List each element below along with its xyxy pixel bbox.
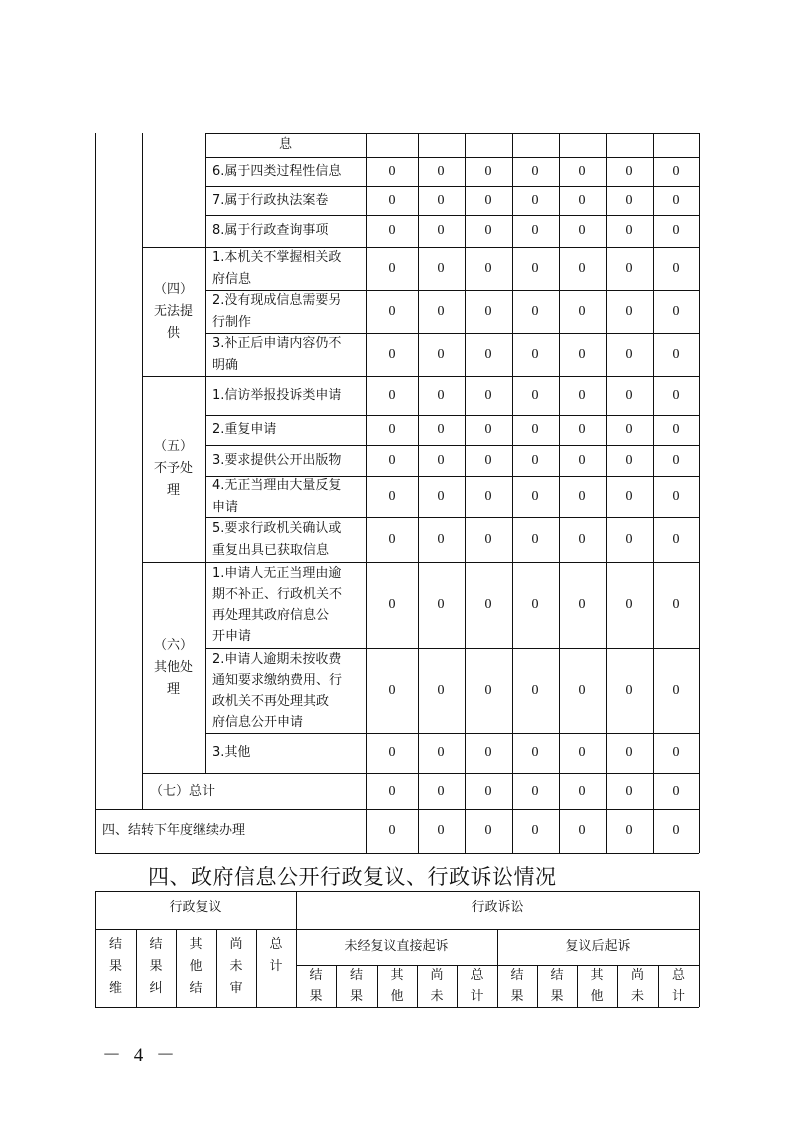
cell-value: 0	[531, 597, 539, 612]
cell-value: 0	[388, 452, 396, 468]
review-column-label: 尚	[229, 937, 243, 952]
review-column-label: 其	[189, 937, 203, 952]
group-label: 其他处	[153, 659, 193, 675]
cell-value: 0	[388, 387, 396, 403]
litigation-column-label: 未	[430, 989, 444, 1004]
carry-value: 0	[672, 823, 680, 838]
row-label: 通知要求缴纳费用、行	[212, 672, 343, 688]
cell-value: 0	[388, 422, 396, 437]
cell-value: 0	[625, 745, 633, 760]
litigation-column-label: 总	[671, 968, 685, 983]
cell-value: 0	[578, 597, 586, 612]
row-label: 申请	[212, 499, 239, 515]
litigation-column-label: 他	[390, 989, 404, 1004]
total-value: 0	[531, 784, 539, 799]
cell-value: 0	[388, 597, 396, 612]
cell-value: 0	[437, 387, 445, 403]
cell-value: 0	[531, 531, 539, 547]
section-heading: 四、政府信息公开行政复议、行政诉讼情况	[148, 865, 557, 889]
cell-value: 0	[531, 387, 539, 403]
carry-label: 四、结转下年度继续办理	[102, 823, 246, 838]
cell-value: 0	[437, 192, 445, 208]
review-column-label: 维	[108, 981, 122, 996]
row-label: 3.其他	[212, 745, 251, 760]
cell-value: 0	[625, 387, 633, 403]
row-label: 3.要求提供公开出版物	[212, 452, 342, 468]
litigation-column-label: 果	[349, 989, 363, 1004]
review-column-label: 果	[149, 959, 163, 974]
post-review-suit-header: 复议后起诉	[565, 939, 631, 954]
grid-line	[95, 891, 699, 892]
cell-value: 0	[437, 531, 445, 547]
cell-value: 0	[388, 303, 396, 319]
litigation-column-label: 果	[550, 989, 564, 1004]
litigation-column-label: 计	[671, 989, 685, 1004]
cell-value: 0	[484, 422, 492, 437]
row-label: 2.申请人逾期未按收费	[212, 651, 342, 667]
review-column-label: 结	[149, 937, 163, 952]
cell-value: 0	[388, 192, 396, 208]
cell-value: 0	[388, 488, 396, 504]
carry-value: 0	[437, 823, 445, 838]
litigation-column-label: 总	[470, 968, 484, 983]
cell-value: 0	[578, 531, 586, 547]
cell-value: 0	[437, 597, 445, 612]
cell-value: 0	[672, 452, 680, 468]
cell-value: 0	[625, 488, 633, 504]
group-label: （六）	[153, 637, 193, 653]
cell-value: 0	[578, 387, 586, 403]
cell-value: 0	[672, 346, 680, 362]
row-label: 7.属于行政执法案卷	[212, 192, 329, 208]
cell-value: 0	[437, 682, 445, 698]
total-value: 0	[625, 784, 633, 799]
cell-value: 0	[531, 682, 539, 698]
row-label: 重复出具已获取信息	[212, 542, 330, 558]
cell-value: 0	[531, 303, 539, 319]
cell-value: 0	[672, 422, 680, 437]
cell-value: 0	[578, 303, 586, 319]
cell-value: 0	[672, 387, 680, 403]
cell-value: 0	[578, 682, 586, 698]
cell-value: 0	[388, 223, 396, 238]
litigation-column-label: 尚	[630, 968, 644, 983]
cell-value: 0	[484, 745, 492, 760]
cell-value: 0	[625, 192, 633, 208]
row-label: 行制作	[212, 314, 252, 330]
litigation-column-label: 尚	[430, 968, 444, 983]
litigation-column-label: 结	[349, 968, 363, 983]
row-label: 8.属于行政查询事项	[212, 223, 329, 238]
total-label: （七）总计	[150, 784, 216, 799]
review-column-label: 果	[108, 959, 122, 974]
cell-value: 0	[578, 163, 586, 179]
cell-value: 0	[672, 488, 680, 504]
total-value: 0	[437, 784, 445, 799]
cell-value: 0	[484, 452, 492, 468]
cell-value: 0	[388, 745, 396, 760]
cell-value: 0	[625, 223, 633, 238]
litigation-column-label: 其	[390, 968, 404, 983]
litigation-column-label: 果	[309, 989, 323, 1004]
cell-value: 0	[531, 260, 539, 276]
group-label: （五）	[153, 439, 193, 454]
row-label: 府信息公开申请	[212, 714, 304, 730]
cell-value: 0	[578, 346, 586, 362]
litigation-column-label: 其	[590, 968, 604, 983]
group-label: 供	[166, 325, 180, 341]
cell-value: 0	[625, 346, 633, 362]
row-label: 5.要求行政机关确认或	[212, 520, 342, 536]
row-label: 1.信访举报投诉类申请	[212, 387, 342, 403]
litigation-column-label: 结	[550, 968, 564, 983]
litigation-column-label: 结	[510, 968, 524, 983]
cell-value: 0	[388, 346, 396, 362]
cell-value: 0	[484, 223, 492, 238]
cell-value: 0	[484, 303, 492, 319]
litigation-column-label: 他	[590, 989, 604, 1004]
cell-value: 0	[531, 346, 539, 362]
cell-value: 0	[437, 303, 445, 319]
cell-value: 0	[484, 387, 492, 403]
cell-value: 0	[437, 346, 445, 362]
row-label: 2.没有现成信息需要另	[212, 292, 342, 308]
cell-value: 0	[437, 745, 445, 760]
row-label: 明确	[212, 357, 239, 373]
row-label: 1.本机关不掌握相关政	[212, 249, 342, 265]
cell-value: 0	[672, 597, 680, 612]
cell-value: 0	[578, 745, 586, 760]
grid-line	[699, 891, 700, 1007]
cell-value: 0	[484, 682, 492, 698]
cell-value: 0	[437, 260, 445, 276]
cell-value: 0	[625, 260, 633, 276]
cell-value: 0	[672, 531, 680, 547]
row-label: 4.无正当理由大量反复	[212, 477, 342, 493]
review-column-label: 他	[189, 959, 203, 974]
group-label: （四）	[153, 281, 193, 297]
row-label: 府信息	[212, 271, 252, 287]
litigation-column-label: 结	[309, 968, 323, 983]
cell-value: 0	[672, 192, 680, 208]
cell-value: 0	[484, 346, 492, 362]
row-label: 3.补正后申请内容仍不	[212, 335, 342, 351]
carry-value: 0	[388, 823, 396, 838]
cell-value: 0	[531, 192, 539, 208]
review-column-label: 纠	[149, 981, 163, 996]
carry-value: 0	[531, 823, 539, 838]
cell-value: 0	[484, 597, 492, 612]
cell-value: 0	[672, 223, 680, 238]
cell-value: 0	[437, 452, 445, 468]
review-column-label: 结	[108, 937, 122, 952]
litigation-column-label: 计	[470, 989, 484, 1004]
cell-value: 0	[484, 163, 492, 179]
row-label: 政机关不再处理其政	[212, 693, 330, 709]
cell-value: 0	[672, 163, 680, 179]
cell-value: 0	[578, 260, 586, 276]
cell-value: 0	[578, 422, 586, 437]
cell-value: 0	[484, 488, 492, 504]
cell-value: 0	[672, 682, 680, 698]
cell-value: 0	[578, 192, 586, 208]
cell-value: 0	[672, 745, 680, 760]
litigation-header: 行政诉讼	[471, 900, 524, 915]
row-label: 6.属于四类过程性信息	[212, 163, 342, 179]
grid-line	[95, 1007, 699, 1008]
grid-line	[95, 929, 699, 930]
review-column-label: 结	[189, 981, 203, 996]
cell-value: 0	[388, 531, 396, 547]
cell-value: 0	[388, 163, 396, 179]
cell-value: 0	[672, 260, 680, 276]
cell-value: 0	[531, 163, 539, 179]
review-column-label: 未	[229, 959, 243, 974]
row-label: 息	[278, 137, 292, 152]
cell-value: 0	[437, 163, 445, 179]
total-value: 0	[388, 784, 396, 799]
group-label: 不予处	[153, 461, 193, 476]
cell-value: 0	[437, 488, 445, 504]
row-label: 再处理其政府信息公	[212, 608, 330, 623]
cell-value: 0	[672, 303, 680, 319]
cell-value: 0	[388, 260, 396, 276]
carry-value: 0	[484, 823, 492, 838]
row-label: 期不补正、行政机关不	[212, 587, 343, 602]
cell-value: 0	[531, 488, 539, 504]
cell-value: 0	[578, 452, 586, 468]
row-label: 1.申请人无正当理由逾	[212, 566, 342, 581]
cell-value: 0	[484, 260, 492, 276]
row-label: 开申请	[212, 629, 252, 644]
cell-value: 0	[625, 422, 633, 437]
cell-value: 0	[625, 303, 633, 319]
total-value: 0	[484, 784, 492, 799]
page-number: － 4 －	[102, 1045, 180, 1066]
direct-suit-header: 未经复议直接起诉	[344, 939, 449, 954]
cell-value: 0	[578, 223, 586, 238]
group-label: 理	[166, 681, 180, 697]
litigation-column-label: 果	[510, 989, 524, 1004]
carry-value: 0	[578, 823, 586, 838]
cell-value: 0	[437, 223, 445, 238]
review-column-label: 审	[229, 981, 243, 996]
total-value: 0	[672, 784, 680, 799]
cell-value: 0	[531, 422, 539, 437]
group-label: 无法提	[153, 303, 193, 319]
cell-value: 0	[388, 682, 396, 698]
review-column-label: 总	[269, 937, 283, 952]
cell-value: 0	[625, 531, 633, 547]
group-label: 理	[166, 483, 180, 498]
carry-value: 0	[625, 823, 633, 838]
total-value: 0	[578, 784, 586, 799]
cell-value: 0	[531, 745, 539, 760]
cell-value: 0	[484, 531, 492, 547]
cell-value: 0	[625, 597, 633, 612]
cell-value: 0	[625, 682, 633, 698]
review-column-label: 计	[269, 959, 283, 974]
cell-value: 0	[531, 223, 539, 238]
cell-value: 0	[625, 452, 633, 468]
cell-value: 0	[531, 452, 539, 468]
cell-value: 0	[484, 192, 492, 208]
cell-value: 0	[625, 163, 633, 179]
litigation-column-label: 未	[630, 989, 644, 1004]
review-header: 行政复议	[169, 900, 222, 915]
cell-value: 0	[437, 422, 445, 437]
cell-value: 0	[578, 488, 586, 504]
row-label: 2.重复申请	[212, 422, 277, 437]
